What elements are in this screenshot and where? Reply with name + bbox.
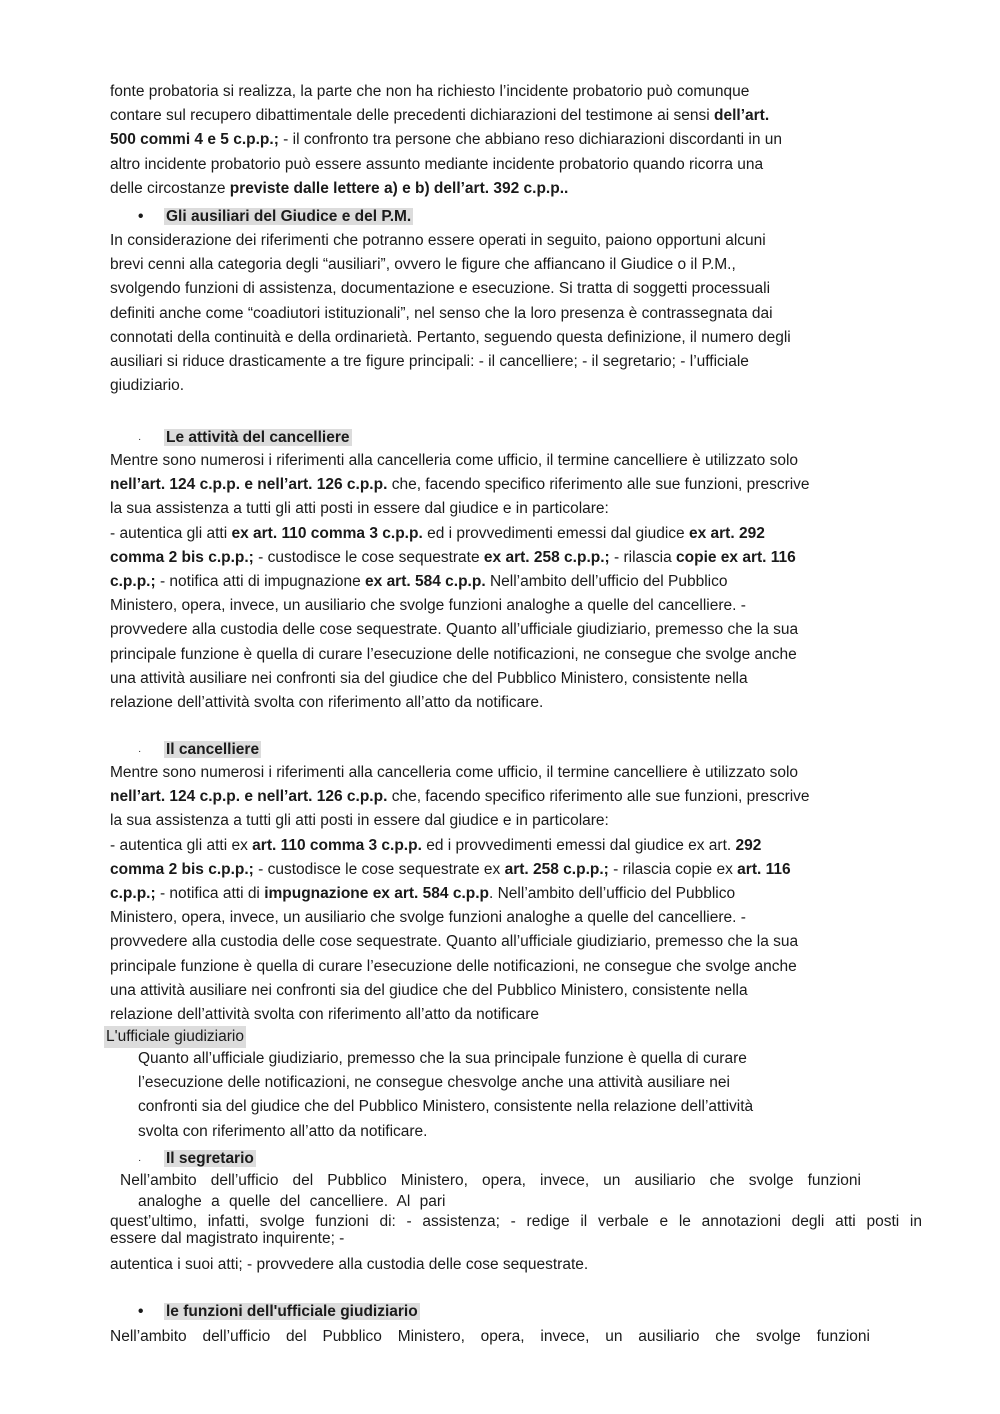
heading-text: Il cancelliere bbox=[166, 741, 260, 758]
bold-ref: c.p.p.; bbox=[110, 573, 156, 591]
text-line: In considerazione dei riferimenti che potranno essere operati in seguito, paiono opportuni alcuni bbox=[110, 232, 766, 249]
bullet-icon: • bbox=[138, 1303, 144, 1320]
text-line: - rilascia copie ex bbox=[608, 860, 738, 878]
text-line: svolta con riferimento all’atto da notificare. bbox=[138, 1122, 428, 1140]
text-line: provvedere alla custodia delle cose sequestrate. Quanto all’ufficiale giudiziario, premesso che la sua bbox=[110, 933, 799, 951]
section-heading-segretario bbox=[138, 1148, 256, 1170]
ausiliari-paragraph bbox=[110, 229, 885, 398]
bold-ref: ex art. 292 bbox=[688, 524, 765, 542]
heading-text: Le attività del cancelliere bbox=[166, 429, 350, 446]
text-line: Nell’ambito dell’ufficio del Pubblico Ministero, opera, invece, un ausiliario che svolge funzioni bbox=[120, 1172, 861, 1189]
text-line: Ministero, opera, invece, un ausiliario che svolge funzioni analoghe a quelle del cancelliere. - bbox=[110, 597, 746, 615]
segretario-line-3 bbox=[110, 1213, 922, 1247]
bold-ref: art. 110 comma 3 c.p.p. bbox=[252, 836, 422, 854]
text-line: - notifica atti di bbox=[155, 885, 265, 903]
text-line: - autentica gli atti bbox=[110, 524, 232, 542]
text-line: relazione dell’attività svolta con riferimento all’atto da notificare. bbox=[110, 694, 544, 712]
text-line: principale funzione è quella di curare l’esecuzione delle notificazioni, ne consegue che svolge anche bbox=[110, 645, 797, 663]
text-line: una attività ausiliare nei confronti sia del giudice che del Pubblico Ministero, consistente nella bbox=[110, 669, 748, 687]
bold-ref: comma 2 bis c.p.p.; bbox=[110, 860, 254, 878]
attivita-paragraph bbox=[110, 449, 885, 715]
text-line: che, facendo specifico riferimento alle sue funzioni, prescrive bbox=[387, 788, 810, 806]
bold-ref: comma 2 bis c.p.p.; bbox=[110, 548, 254, 566]
segretario-line-2 bbox=[138, 1192, 838, 1212]
text-line: definiti anche come “coadiutori istituzionali”, nel senso che la loro presenza è contrassegnata dai bbox=[110, 304, 773, 322]
text-line: che, facendo specifico riferimento alle sue funzioni, prescrive bbox=[387, 476, 810, 494]
text-line: connotati della continuità e della ordinarietà. Pertanto, seguendo questa definizione, il numero degli bbox=[110, 328, 791, 346]
bold-ref: ex art. 110 comma 3 c.p.p. bbox=[231, 524, 423, 542]
text-line: contare sul recupero dibattimentale delle precedenti dichiarazioni del testimone ai sensi bbox=[110, 107, 714, 125]
bold-ref: art. 116 bbox=[737, 860, 791, 878]
text-line: relazione dell’attività svolta con riferimento all’atto da notificare bbox=[110, 1006, 540, 1024]
heading-text: le funzioni dell'ufficiale giudiziario bbox=[166, 1303, 418, 1320]
text-line: Nell’ambito dell’ufficio del Pubblico Ministero, opera, invece, un ausiliario che svolge funzioni bbox=[110, 1328, 870, 1345]
text-line: fonte probatoria si realizza, la parte che non ha richiesto l’incidente probatorio può comunque bbox=[110, 83, 750, 100]
bold-ref: 500 commi 4 e 5 c.p.p.; bbox=[110, 131, 279, 149]
bullet-icon: · bbox=[138, 434, 142, 445]
text-line: Nell’ambito dell’ufficio del Pubblico bbox=[485, 573, 728, 591]
text-line: provvedere alla custodia delle cose sequestrate. Quanto all’ufficiale giudiziario, premesso che la sua bbox=[110, 621, 799, 639]
text-line: Ministero, opera, invece, un ausiliario che svolge funzioni analoghe a quelle del cancelliere. - bbox=[110, 909, 746, 927]
funzioni-line-1 bbox=[110, 1326, 870, 1348]
segretario-line-1 bbox=[120, 1170, 861, 1192]
bullet-icon: · bbox=[138, 1155, 142, 1166]
text-line: confronti sia del giudice che del Pubblico Ministero, consistente nella relazione dell’attività bbox=[138, 1098, 754, 1116]
text-line: essere dal magistrato inquirente; - bbox=[110, 1230, 345, 1247]
bullet-icon: · bbox=[138, 746, 142, 757]
text-line: - custodisce le cose sequestrate ex bbox=[253, 860, 505, 878]
text-line: - custodisce le cose sequestrate bbox=[253, 548, 484, 566]
bold-ref: ex art. 584 c.p.p. bbox=[365, 573, 486, 591]
text-line: Mentre sono numerosi i riferimenti alla cancelleria come ufficio, il termine cancelliere è utilizzato solo bbox=[110, 764, 799, 781]
text-line: brevi cenni alla categoria degli “ausiliari”, ovvero le figure che affiancano il Giudice o il P.M., bbox=[110, 256, 736, 274]
bold-ref: ex art. 258 c.p.p.; bbox=[483, 548, 610, 566]
text-line: ed i provvedimenti emessi dal giudice bbox=[422, 524, 689, 542]
bold-ref: previste dalle lettere a) e b) dell’art. 392 c.p.p.. bbox=[229, 179, 569, 197]
bold-ref: c.p.p.; bbox=[110, 885, 156, 903]
text-line: Quanto all’ufficiale giudiziario, premesso che la sua principale funzione è quella di curare bbox=[138, 1050, 747, 1067]
bold-ref: nell’art. 124 c.p.p. e nell’art. 126 c.p.p. bbox=[110, 476, 388, 494]
section-heading-ausiliari bbox=[138, 206, 413, 228]
text-line: delle circostanze bbox=[110, 179, 230, 197]
intro-paragraph bbox=[110, 80, 885, 201]
text-line: autentica i suoi atti; - provvedere alla custodia delle cose sequestrate. bbox=[110, 1256, 589, 1273]
segretario-line-5 bbox=[110, 1254, 885, 1276]
text-line: la sua assistenza a tutti gli atti posti in essere dal giudice e in particolare: bbox=[110, 812, 609, 830]
text-line: principale funzione è quella di curare l’esecuzione delle notificazioni, ne consegue che svolge anche bbox=[110, 957, 797, 975]
text-line: analoghe a quelle del cancelliere. Al pari bbox=[138, 1193, 446, 1210]
bold-ref: 292 bbox=[735, 836, 762, 854]
text-line: - rilascia bbox=[609, 548, 677, 566]
text-line: l’esecuzione delle notificazioni, ne consegue chesvolge anche una attività ausiliare nei bbox=[138, 1074, 730, 1092]
text-line: - notifica atti di impugnazione bbox=[155, 573, 366, 591]
text-line: una attività ausiliare nei confronti sia del giudice che del Pubblico Ministero, consistente nella bbox=[110, 981, 748, 999]
text-line: . Nell’ambito dell’ufficio del Pubblico bbox=[489, 885, 736, 903]
text-line: ed i provvedimenti emessi dal giudice ex art. bbox=[421, 836, 736, 854]
bold-ref: art. 258 c.p.p.; bbox=[504, 860, 609, 878]
text-line: - autentica gli atti ex bbox=[110, 836, 253, 854]
section-heading-funzioni bbox=[138, 1301, 420, 1323]
text-line: la sua assistenza a tutti gli atti posti in essere dal giudice e in particolare: bbox=[110, 500, 609, 518]
bold-ref: impugnazione ex art. 584 c.p.p bbox=[264, 885, 489, 903]
section-heading-ufficiale: L'ufficiale giudiziario bbox=[104, 1026, 246, 1048]
text-line: quest’ultimo, infatti, svolge funzioni di: - assistenza; - redige il verbale e le annotazioni degli atti posti in bbox=[110, 1213, 922, 1230]
text-line: Mentre sono numerosi i riferimenti alla cancelleria come ufficio, il termine cancelliere è utilizzato solo bbox=[110, 452, 799, 469]
section-heading-attivita bbox=[138, 427, 352, 449]
heading-text: Il segretario bbox=[166, 1150, 254, 1167]
bold-ref: dell’art. bbox=[714, 107, 770, 125]
text-line: svolgendo funzioni di assistenza, documentazione e esecuzione. Si tratta di soggetti processuali bbox=[110, 280, 771, 298]
ufficiale-paragraph bbox=[138, 1047, 838, 1144]
bold-ref: nell’art. 124 c.p.p. e nell’art. 126 c.p.p. bbox=[110, 788, 388, 806]
text-line: - il confronto tra persone che abbiano reso dichiarazioni discordanti in un bbox=[278, 131, 783, 149]
text-line: ausiliari si riduce drasticamente a tre figure principali: - il cancelliere; - il segretario; - l’ufficiale bbox=[110, 353, 749, 371]
heading-text: Gli ausiliari del Giudice e del P.M. bbox=[166, 208, 412, 225]
cancelliere-paragraph bbox=[110, 761, 885, 1027]
bold-ref: copie ex art. 116 bbox=[676, 548, 796, 566]
section-heading-cancelliere bbox=[138, 739, 261, 761]
bullet-icon: • bbox=[138, 208, 144, 225]
text-line: giudiziario. bbox=[110, 377, 185, 395]
text-line: altro incidente probatorio può essere assunto mediante incidente probatorio quando ricorra una bbox=[110, 155, 764, 173]
